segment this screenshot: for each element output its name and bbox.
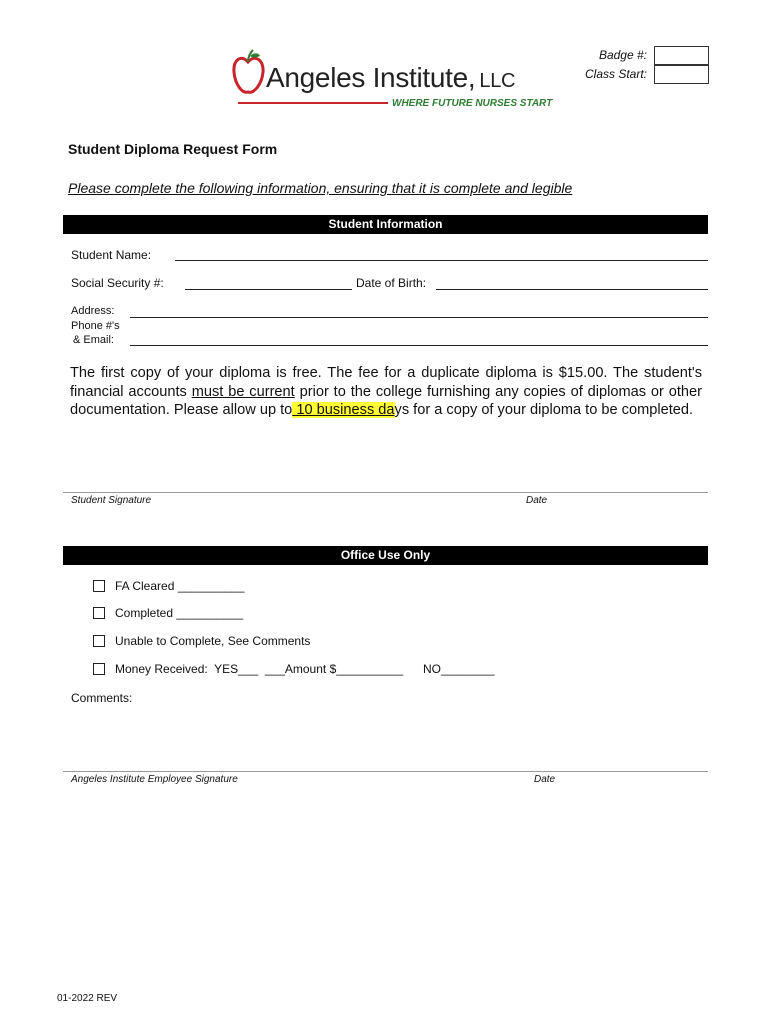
logo-underline [238,102,388,104]
comments-label: Comments: [71,691,133,705]
dob-field[interactable] [436,289,708,290]
student-signature-label: Student Signature [71,495,152,506]
revision-label: 01-2022 REV [57,993,118,1004]
student-name-label: Student Name: [71,248,152,262]
badge-label: Badge #: [598,48,647,62]
student-info-header: Student Information [63,215,708,234]
email-label: & Email: [73,334,114,346]
ssn-field[interactable] [185,289,352,290]
ssn-label: Social Security #: [71,276,164,290]
apple-icon [232,48,266,106]
unable-complete-option: Unable to Complete, See Comments [115,634,311,648]
fa-cleared-checkbox[interactable] [93,580,105,592]
student-date-label: Date [526,495,548,506]
employee-date-label: Date [534,774,556,785]
completed-checkbox[interactable] [93,607,105,619]
student-name-field[interactable] [175,260,708,261]
form-title: Student Diploma Request Form [68,141,278,157]
comments-field[interactable] [68,706,708,766]
instructions: Please complete the following information, ensuring that it is complete and legible [68,180,573,196]
office-use-header: Office Use Only [63,546,708,565]
notice-highlight: 10 business da [292,402,395,418]
class-start-label: Class Start: [584,67,647,81]
money-received-checkbox[interactable] [93,663,105,675]
logo-name: Angeles Institute, LLC [266,62,516,93]
phone-email-field[interactable] [130,345,708,346]
class-start-field[interactable] [654,65,709,84]
employee-signature-label: Angeles Institute Employee Signature [71,774,238,785]
dob-label: Date of Birth: [356,276,427,290]
student-signature-line[interactable] [63,492,708,493]
logo-tagline: WHERE FUTURE NURSES START [392,98,553,109]
fa-cleared-option: FA Cleared __________ [115,579,245,593]
phone-label: Phone #'s [71,320,120,332]
fee-notice: The first copy of your diploma is free. The fee for a duplicate diploma is $15.00. The student's financial accounts must be current prior to the college furnishing any copies of diplomas or other documentation. Please allow up to 10 business days for a copy of your diploma to be completed. [70,365,703,418]
completed-option: Completed __________ [115,606,244,620]
money-received-option: Money Received: YES___ ___Amount $__________ NO________ [115,662,495,676]
company-logo [232,48,552,118]
address-field[interactable] [130,317,708,318]
employee-signature-line[interactable] [63,771,708,772]
badge-field[interactable] [654,46,709,65]
address-label: Address: [71,305,115,317]
unable-complete-checkbox[interactable] [93,635,105,647]
notice-emphasis: must be current [191,383,295,400]
